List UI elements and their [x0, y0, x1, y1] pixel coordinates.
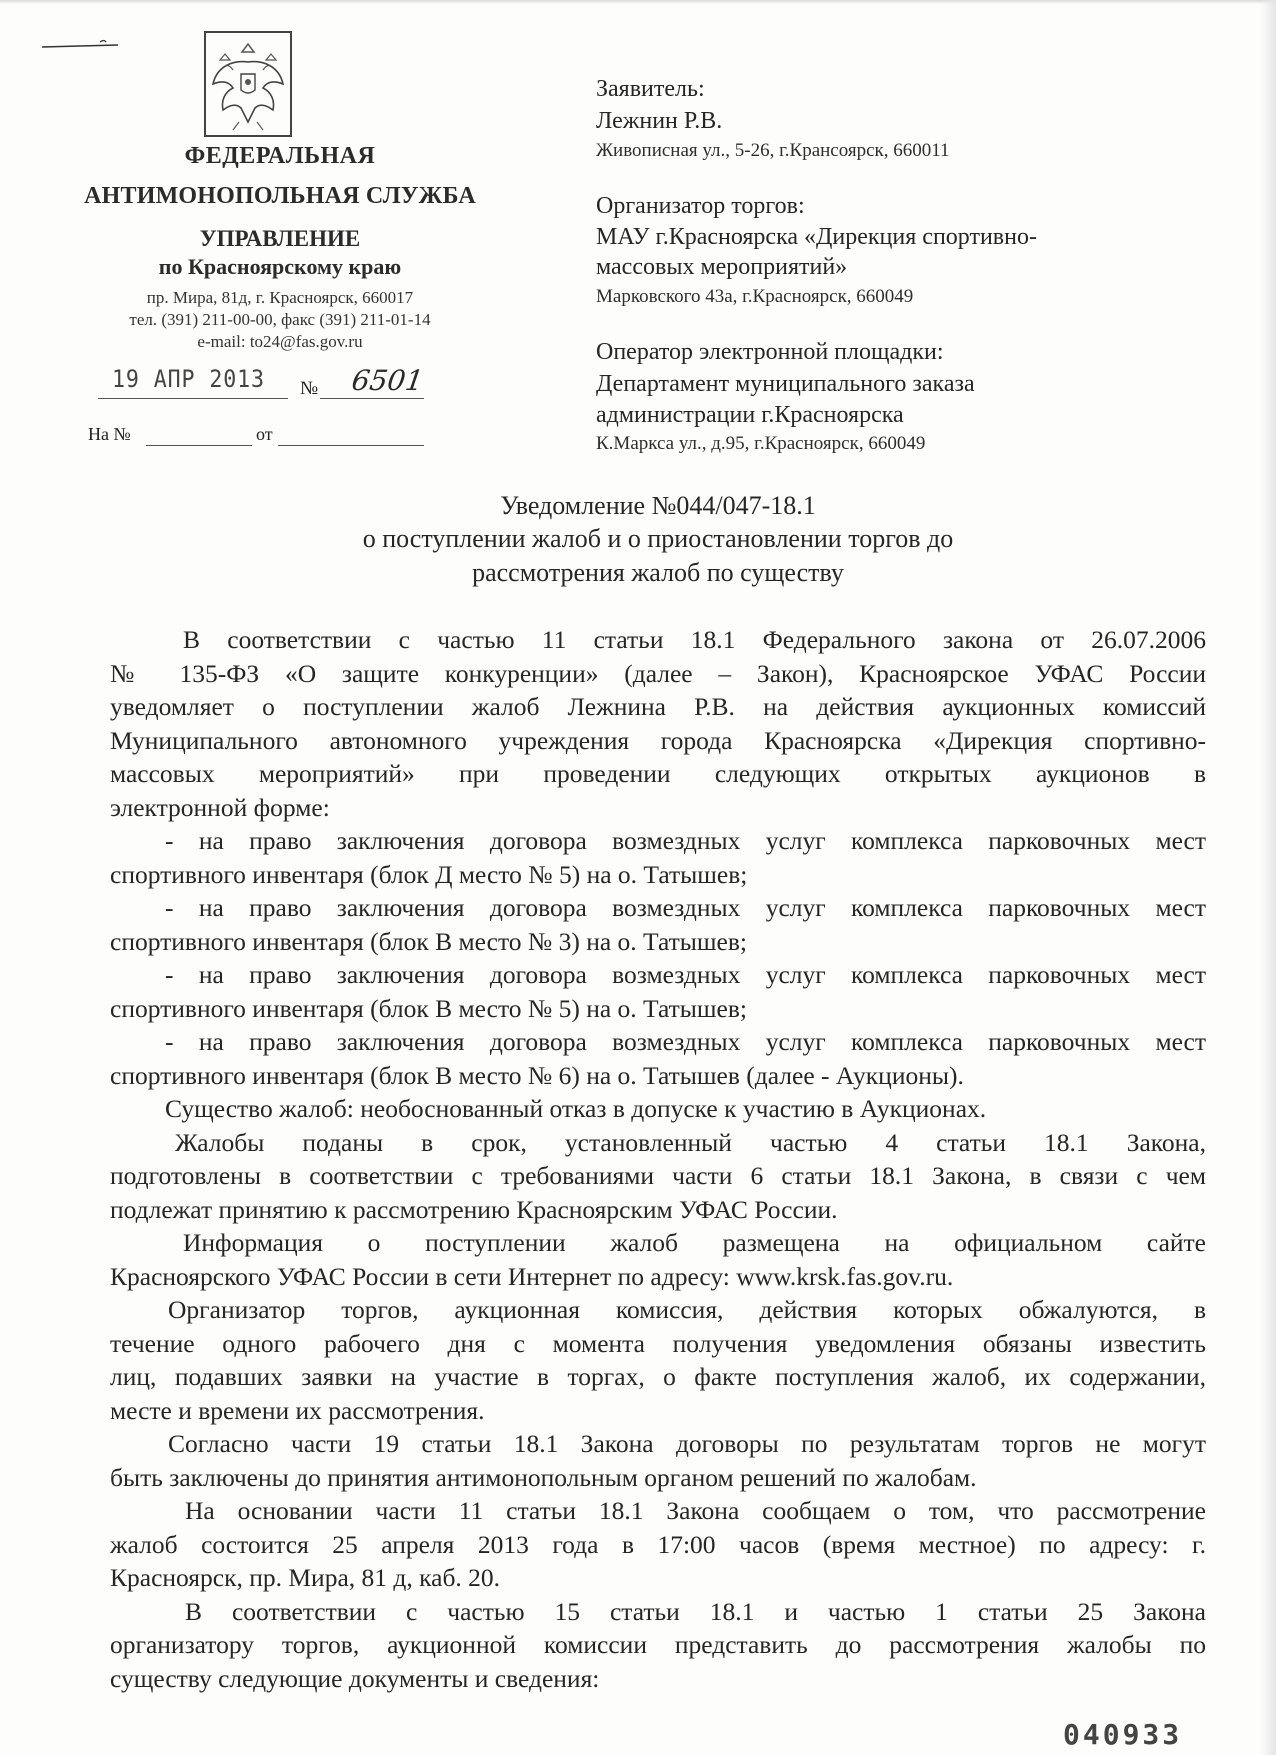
- organizer-address: Марковского 43а, г.Красноярск, 660049: [596, 286, 914, 307]
- body-line: лиц, подавших заявки на участие в торгах, о факте поступления жалоб, их содержании,: [110, 1362, 1206, 1391]
- reference-from-underline: [278, 445, 424, 446]
- org-department: УПРАВЛЕНИЕ: [199, 226, 361, 251]
- body-line: спортивного инвентаря (блок В место № 5) на о. Татышев;: [110, 994, 747, 1023]
- date-underline: [98, 398, 288, 399]
- body-line: массовых мероприятий» при проведении следующих открытых аукционов в: [110, 759, 1206, 788]
- notice-subtitle-line1: о поступлении жалоб и о приостановлении торгов до: [362, 524, 954, 553]
- body-line: № 135-ФЗ «О защите конкуренции» (далее – Закон), Красноярское УФАС России: [110, 659, 1206, 688]
- applicant-address: Живописная ул., 5-26, г.Крансоярск, 660011: [596, 140, 950, 161]
- operator-name-line1: Департамент муниципального заказа: [596, 371, 975, 397]
- body-line: электронной форме:: [110, 793, 330, 822]
- body-line: организатору торгов, аукционной комиссии представить до рассмотрения жалобы по: [110, 1630, 1206, 1659]
- notice-title: Уведомление №044/047-18.1: [500, 491, 816, 520]
- operator-address: К.Маркса ул., д.95, г.Красноярск, 660049: [596, 433, 926, 454]
- body-line: Существо жалоб: необоснованный отказ в допуске к участию в Аукционах.: [165, 1094, 987, 1123]
- body-line: течение одного рабочего дня с момента получения уведомления обязаны известить: [110, 1329, 1206, 1358]
- org-address: пр. Мира, 81д, г. Красноярск, 660017: [146, 288, 414, 307]
- body-line: В соответствии с частью 15 статьи 18.1 и частью 1 статьи 25 Закона: [185, 1597, 1206, 1626]
- body-line: - на право заключения договора возмездных услуг комплекса парковочных мест: [165, 1027, 1206, 1056]
- organizer-label: Организатор торгов:: [596, 193, 805, 219]
- scan-edge-top: [0, 0, 1276, 4]
- body-line: спортивного инвентаря (блок Д место № 5) на о. Татышев;: [110, 860, 748, 889]
- body-line: уведомляет о поступлении жалоб Лежнина Р.В. на действия аукционных комиссий: [110, 692, 1206, 721]
- body-line: подготовлены в соответствии с требованиями части 6 статьи 18.1 Закона, в связи с чем: [110, 1161, 1206, 1190]
- organizer-name-line1: МАУ г.Красноярска «Дирекция спортивно-: [596, 224, 1037, 250]
- scan-edge-right: [1260, 0, 1276, 1755]
- russian-coat-of-arms-icon: [203, 30, 293, 140]
- outgoing-number: 6501: [349, 364, 426, 397]
- operator-name-line2: администрации г.Красноярска: [596, 402, 904, 428]
- number-underline: [320, 398, 424, 399]
- applicant-name: Лежнин Р.В.: [596, 108, 723, 134]
- reference-underline: [146, 445, 252, 446]
- org-email: e-mail: to24@fas.gov.ru: [197, 332, 363, 351]
- reference-from-label: от: [256, 424, 273, 444]
- body-line: - на право заключения договора возмездных услуг комплекса парковочных мест: [165, 960, 1206, 989]
- reference-label: На №: [88, 424, 131, 444]
- org-name-line1: ФЕДЕРАЛЬНАЯ: [184, 143, 376, 169]
- org-phone: тел. (391) 211-00-00, факс (391) 211-01-14: [129, 310, 431, 329]
- body-line: месте и времени их рассмотрения.: [110, 1396, 485, 1425]
- body-line: - на право заключения договора возмездных услуг комплекса парковочных мест: [165, 893, 1206, 922]
- body-line: - на право заключения договора возмездных услуг комплекса парковочных мест: [165, 826, 1206, 855]
- pen-mark-icon: [40, 38, 122, 52]
- body-line: Красноярск, пр. Мира, 81 д, каб. 20.: [110, 1563, 501, 1592]
- body-line: существу следующие документы и сведения:: [110, 1664, 600, 1693]
- notice-subtitle-line2: рассмотрения жалоб по существу: [472, 558, 844, 587]
- body-line: В соответствии с частью 11 статьи 18.1 Федерального закона от 26.07.2006: [183, 625, 1206, 654]
- date-stamp: 19 АПР 2013: [112, 365, 265, 393]
- body-line: подлежат принятию к рассмотрению Красноярским УФАС России.: [110, 1195, 838, 1224]
- org-name-line2: АНТИМОНОПОЛЬНАЯ СЛУЖБА: [84, 183, 476, 209]
- org-region: по Красноярскому краю: [158, 254, 402, 279]
- body-line: быть заключены до принятия антимонопольным органом решений по жалобам.: [110, 1463, 977, 1492]
- body-line: Информация о поступлении жалоб размещена на официальном сайте: [183, 1228, 1206, 1257]
- body-line: спортивного инвентаря (блок В место № 3) на о. Татышев;: [110, 927, 747, 956]
- body-line: Жалобы поданы в срок, установленный частью 4 статьи 18.1 Закона,: [175, 1128, 1206, 1157]
- applicant-label: Заявитель:: [596, 76, 705, 102]
- operator-label: Оператор электронной площадки:: [596, 339, 944, 365]
- body-line: Муниципального автономного учреждения города Красноярска «Дирекция спортивно-: [110, 726, 1206, 755]
- body-line: Красноярского УФАС России в сети Интернет по адресу: www.krsk.fas.gov.ru.: [110, 1262, 954, 1291]
- number-label: №: [300, 378, 319, 399]
- body-line: На основании части 11 статьи 18.1 Закона сообщаем о том, что рассмотрение: [185, 1496, 1206, 1525]
- body-line: жалоб состоится 25 апреля 2013 года в 17:00 часов (время местное) по адресу: г.: [110, 1530, 1206, 1559]
- body-line: Согласно части 19 статьи 18.1 Закона договоры по результатам торгов не могут: [168, 1429, 1206, 1458]
- organizer-name-line2: массовых мероприятий»: [596, 254, 848, 280]
- body-line: Организатор торгов, аукционная комиссия, действия которых обжалуются, в: [168, 1295, 1206, 1324]
- body-line: спортивного инвентаря (блок В место № 6) на о. Татышев (далее - Аукционы).: [110, 1061, 964, 1090]
- serial-number-stamp: 040933: [1063, 1718, 1183, 1751]
